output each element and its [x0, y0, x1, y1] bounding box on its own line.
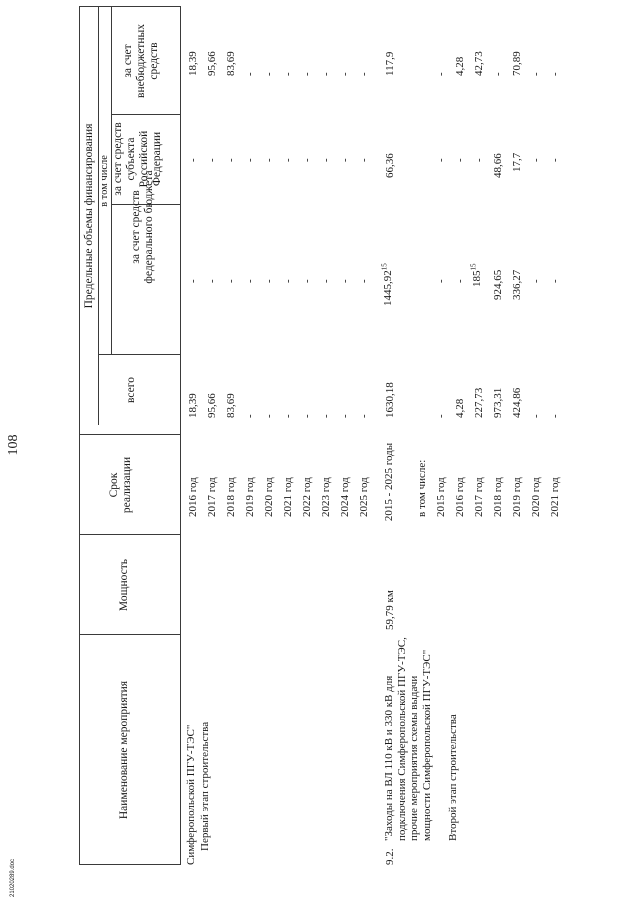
row-6-regional: - — [282, 158, 294, 162]
row-13-period: 2015 год — [435, 477, 447, 517]
col-divider-period — [79, 434, 181, 435]
row-18-extra: - — [530, 72, 542, 76]
row-18-total: - — [530, 414, 542, 418]
row-9-total: - — [339, 414, 351, 418]
header-extra: за счет внебюджетных средств — [122, 24, 160, 98]
row-16-total: 973,31 — [492, 387, 504, 418]
row-3-total: 83,69 — [225, 393, 237, 418]
row-10-total: - — [358, 414, 370, 418]
table-right-line — [79, 6, 181, 7]
row-13-extra: - — [435, 72, 447, 76]
row-16-regional: 48,66 — [492, 153, 504, 178]
row-1-extra: 18,39 — [187, 51, 199, 76]
col-divider-name — [79, 634, 181, 635]
row-11-capacity: 59,79 км — [384, 590, 396, 630]
row-11-federal-wrap — [381, 263, 396, 306]
row-17-federal: 336,27 — [511, 269, 523, 300]
row-2-extra: 95,66 — [206, 51, 218, 76]
row-11-regional: 66,36 — [384, 153, 396, 178]
row-7-period: 2022 год — [301, 477, 313, 517]
row-8-period: 2023 год — [320, 477, 332, 517]
row-10-period: 2025 год — [358, 477, 370, 517]
row-4-regional: - — [244, 158, 256, 162]
row-7-extra: - — [301, 72, 313, 76]
row-19-period: 2021 год — [549, 477, 561, 517]
row-1-total: 18,39 — [187, 393, 199, 418]
table-left-line — [79, 864, 181, 865]
row-14-regional: - — [454, 158, 466, 162]
header-federal: за счет средств федерального бюджета — [130, 170, 155, 284]
row-7-total: - — [301, 414, 313, 418]
row-4-federal: - — [244, 279, 256, 283]
row-14-total: 4,28 — [454, 398, 466, 418]
row-6-period: 2021 год — [282, 477, 294, 517]
row-5-federal: - — [263, 279, 275, 283]
row-14-extra: 4,28 — [454, 56, 466, 76]
row-11-extra: 117,9 — [384, 51, 396, 76]
row-9-extra: - — [339, 72, 351, 76]
row-19-total: - — [549, 414, 561, 418]
row-6-extra: - — [282, 72, 294, 76]
row-5-extra: - — [263, 72, 275, 76]
row-11-federal-footnote: 15 — [380, 263, 389, 271]
row-11-federal: 1445,92 — [382, 270, 394, 306]
row-1-regional: - — [187, 158, 199, 162]
row-8-total: - — [320, 414, 332, 418]
row-15-extra: 42,73 — [473, 51, 485, 76]
row-11-total: 1630,18 — [384, 382, 396, 418]
row-10-extra: - — [358, 72, 370, 76]
table-top-line — [79, 7, 80, 865]
row-11-number: 9.2. — [384, 848, 396, 865]
header-capacity: Мощность — [118, 558, 130, 612]
row-6-federal: - — [282, 279, 294, 283]
row-18-period: 2020 год — [530, 477, 542, 517]
row-11-name: "Заходы на ВЛ 110 кВ и 330 кВ для подключения Симферопольской ПГУ-ТЭС, прочие мероприятия схемы выдачи мощности Симферопольской ПГУ-ТЭС" — [383, 637, 434, 841]
row-4-total: - — [244, 414, 256, 418]
row-3-extra: 83,69 — [225, 51, 237, 76]
row-15-federal: 185 — [471, 270, 483, 287]
row-3-regional: - — [225, 158, 237, 162]
row-15-federal-footnote: 15 — [469, 263, 478, 271]
row-6-total: - — [282, 414, 294, 418]
header-financing: Предельные объемы финансирования — [83, 123, 95, 309]
row-2-total: 95,66 — [206, 393, 218, 418]
row-8-extra: - — [320, 72, 332, 76]
row-9-period: 2024 год — [339, 477, 351, 517]
header-including: в том числе — [99, 155, 110, 207]
row-12-period: в том числе: — [416, 459, 428, 517]
footer-filename: 21020289.doc — [10, 858, 16, 897]
header-period: Срок реализации — [108, 456, 133, 514]
row-8-regional: - — [320, 158, 332, 162]
row-19-extra: - — [549, 72, 561, 76]
row-19-regional: - — [549, 158, 561, 162]
row-3-period: 2018 год — [225, 477, 237, 517]
col-divider-capacity — [79, 534, 181, 535]
row-15-regional: - — [473, 158, 485, 162]
header-name: Наименование мероприятия — [118, 680, 130, 820]
row-4-extra: - — [244, 72, 256, 76]
row-18-regional: - — [530, 158, 542, 162]
row-13-total: - — [435, 414, 447, 418]
page-number: 108 — [6, 434, 21, 456]
row-19-federal: - — [549, 279, 561, 283]
row-2-regional: - — [206, 158, 218, 162]
row-15-federal-wrap — [470, 264, 485, 288]
row-7-federal: - — [301, 279, 313, 283]
row-16-federal: 924,65 — [492, 269, 504, 300]
row-17-extra: 70,89 — [511, 51, 523, 76]
row-1-name: Первый этап строительства — [199, 721, 211, 851]
row-17-regional: 17,7 — [511, 152, 523, 172]
row-9-federal: - — [339, 279, 351, 283]
col-divider-total — [98, 354, 181, 355]
row-10-regional: - — [358, 158, 370, 162]
row-5-regional: - — [263, 158, 275, 162]
header-bottom-line — [180, 7, 181, 865]
row-16-period: 2018 год — [492, 477, 504, 517]
row-3-federal: - — [225, 279, 237, 283]
row-9-regional: - — [339, 158, 351, 162]
row-2-period: 2017 год — [206, 477, 218, 517]
row-2-federal: - — [206, 279, 218, 283]
row-13-regional: - — [435, 158, 447, 162]
row-14-name: Второй этап строительства — [447, 714, 459, 841]
row-17-period: 2019 год — [511, 477, 523, 517]
row-14-federal: - — [454, 279, 466, 283]
header-regional: за счет средств субъекта Российской Федерации — [112, 122, 163, 196]
row-7-regional: - — [301, 158, 313, 162]
row-5-period: 2020 год — [263, 477, 275, 517]
row-10-federal: - — [358, 279, 370, 283]
row-15-total: 227,73 — [473, 387, 485, 418]
row-8-federal: - — [320, 279, 332, 283]
row-14-period: 2016 год — [454, 477, 466, 517]
row-5-total: - — [263, 414, 275, 418]
col-divider-regional — [111, 114, 181, 115]
row-18-federal: - — [530, 279, 542, 283]
row-1-federal: - — [187, 279, 199, 283]
row-13-federal: - — [435, 279, 447, 283]
row-0-name: Симферопольской ПГУ-ТЭС" — [185, 724, 197, 865]
row-15-period: 2017 год — [473, 477, 485, 517]
row-11-period: 2015 - 2025 годы — [383, 442, 395, 522]
header-total: всего — [125, 377, 137, 403]
row-17-total: 424,86 — [511, 387, 523, 418]
row-16-extra: - — [492, 72, 504, 76]
row-4-period: 2019 год — [244, 477, 256, 517]
row-1-period: 2016 год — [187, 477, 199, 517]
